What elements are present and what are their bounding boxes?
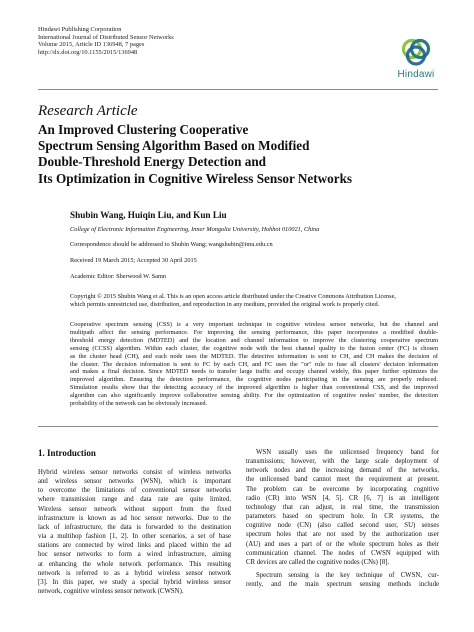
title-line: Double-Threshold Energy Detection and <box>38 154 266 170</box>
received-dates: Received 19 March 2015; Accepted 30 April 2015 <box>70 257 197 264</box>
academic-editor: Academic Editor: Sherwood W. Samn <box>70 273 167 280</box>
body-line: (AU) and uses a part of or the whole spectrum holes as their <box>246 540 439 548</box>
body-line: WSN usually uses the unlicensed frequency band for <box>256 449 439 456</box>
abstract-line: probability of the network can be obviously increased. <box>70 400 208 408</box>
abstract-line: algorithm can also significantly improve collaborative sensing ability. For the optimization of cognitive nodes' number, the detection <box>70 392 438 400</box>
article-type: Research Article <box>38 103 138 119</box>
affiliation: College of Electronic Information Engineering, Inner Mongolia University, Hohhot 010021, China <box>70 226 320 233</box>
hindawi-logo-icon <box>400 36 432 68</box>
abstract-line: multipath affect the sensing performance. For improving the sensing performance, this paper incorporates a modified double- <box>70 328 438 336</box>
abstract-line: the cluster. The decision information is sent to FC by each CH, and FC uses the "or" rule to fuse all clusters' decision information <box>70 360 438 368</box>
body-line: cognitive node (CN) (also called second user, SU) senses <box>246 522 439 530</box>
body-line: radio (CR) into WSN [4, 5]. CR [6, 7] is an intelligent <box>246 494 439 502</box>
body-line: to overcome the limitations of conventional sensor networks <box>38 487 231 495</box>
body-line: stations are connected by wired links and placed within the ad <box>38 542 231 550</box>
title-line: Its Optimization in Cognitive Wireless Sensor Networks <box>38 170 353 186</box>
body-line: communication channel. The nodes of CWSN equipped with <box>246 549 439 557</box>
abstract-line: and makes a final decision. Since MDTED needs to transfer large traffic and occupy channel widely, this paper further optimizes the <box>70 368 438 376</box>
body-line: lack of infrastructure, the data is forwarded to the destination <box>38 523 231 531</box>
body-line: the unlicensed band cannot meet the requirement at present. <box>246 476 439 484</box>
title-line: Spectrum Sensing Algorithm Based on Modified <box>38 138 310 154</box>
volume-info: Volume 2015, Article ID 136948, 7 pages <box>38 41 145 49</box>
body-line: network nodes and the increasing demand of the networks, <box>246 467 439 475</box>
body-line: Spectrum sensing is the key technique of CWSN, cur- <box>256 572 439 580</box>
body-line: and wireless sensor networks (WSN), which is important <box>38 478 231 486</box>
abstract-line: as the cluster head (CH), and each node uses the MDTED. The detective information is sent to CH, and CH makes the decision of <box>70 352 438 360</box>
copyright-line: Copyright © 2015 Shubin Wang et al. This is an open access article distributed under the Creative Commons Attribution License, <box>70 293 397 300</box>
journal-name: International Journal of Distributed Sensor Networks <box>38 33 174 41</box>
section-heading-introduction: 1. Introduction <box>38 448 96 458</box>
article-title <box>38 122 438 187</box>
left-column <box>38 448 231 596</box>
abstract-divider <box>38 426 438 427</box>
body-line: network is referred to as a hybrid wireless sensor network <box>38 569 231 577</box>
correspondence: Correspondence should be addressed to Shubin Wang; wangshubin@imu.edu.cn <box>70 241 273 248</box>
publisher: Hindawi Publishing Corporation <box>38 26 122 33</box>
header-divider <box>38 89 438 90</box>
abstract <box>70 321 438 408</box>
body-line: Wireless sensor network without support from the fixed <box>38 505 231 513</box>
body-line: Hybrid wireless sensor networks consist of wireless networks <box>38 469 231 476</box>
body-line: spectrum holes that are not used by the authorization user <box>246 531 439 539</box>
body-line: parameters based on spectrum hole. In CR systems, the <box>246 513 439 521</box>
abstract-line: Cooperative spectrum sensing (CSS) is a very important technique in cognitive wireless sensor networks, but the channel and <box>70 321 438 328</box>
body-line: [3]. In this paper, we study a special hybrid wireless sensor <box>38 578 231 586</box>
copyright-notice <box>70 293 438 309</box>
author-list: Shubin Wang, Huiqin Liu, and Kun Liu <box>70 210 227 220</box>
abstract-line: Simulation results show that the detecting accuracy of the improved algorithm is higher than conventional CSS, and the improved <box>70 384 438 392</box>
body-line: infrastructure is known as ad hoc sensor networks. Due to the <box>38 514 231 522</box>
body-line: hoc sensor networks to form a wired infrastructure, aiming <box>38 551 231 559</box>
body-line: at enhancing the whole network performance. This resulting <box>38 560 231 568</box>
body-line: where transmission range and data rate are quite limited. <box>38 496 231 504</box>
copyright-line: which permits unrestricted use, distribution, and reproduction in any medium, provided the original work is properly cited. <box>70 300 380 308</box>
body-line: network, cognitive wireless sensor network (CWSN). <box>38 588 184 596</box>
logo-wordmark: Hindawi <box>397 69 435 80</box>
hindawi-logo <box>388 36 444 84</box>
title-line: An Improved Clustering Cooperative <box>38 122 249 137</box>
abstract-line: threshold energy detection (MDTED) and the location and channel information to improve the clustering cooperative spectrum <box>70 336 438 344</box>
right-column <box>246 448 439 589</box>
doi-link[interactable]: http://dx.doi.org/10.1155/2015/136948 <box>38 48 138 56</box>
abstract-line: improved algorithm. Ensuring the detection performance, the cognitive nodes participating in the sensing are properly reduced. <box>70 376 438 384</box>
body-line: transmissions; however, with the large scale deployment of <box>246 458 439 466</box>
body-line: technology that can adjust, in real time, the transmission <box>246 503 439 511</box>
body-line: rently, and the main spectrum sensing methods include <box>246 581 439 589</box>
body-line: via a multihop fashion [1, 2]. In other scenarios, a set of base <box>38 533 231 541</box>
publication-info <box>38 26 174 56</box>
body-line: The problem can be overcome by incorporating cognitive <box>246 485 439 493</box>
body-line: CR devices are called the cognitive nodes (CNs) [8]. <box>246 558 390 566</box>
abstract-line: sensing (CCSS) algorithm. Within each cluster, the cognitive node with the best channel quality to the fusion center (FC) is chosen <box>70 344 438 352</box>
